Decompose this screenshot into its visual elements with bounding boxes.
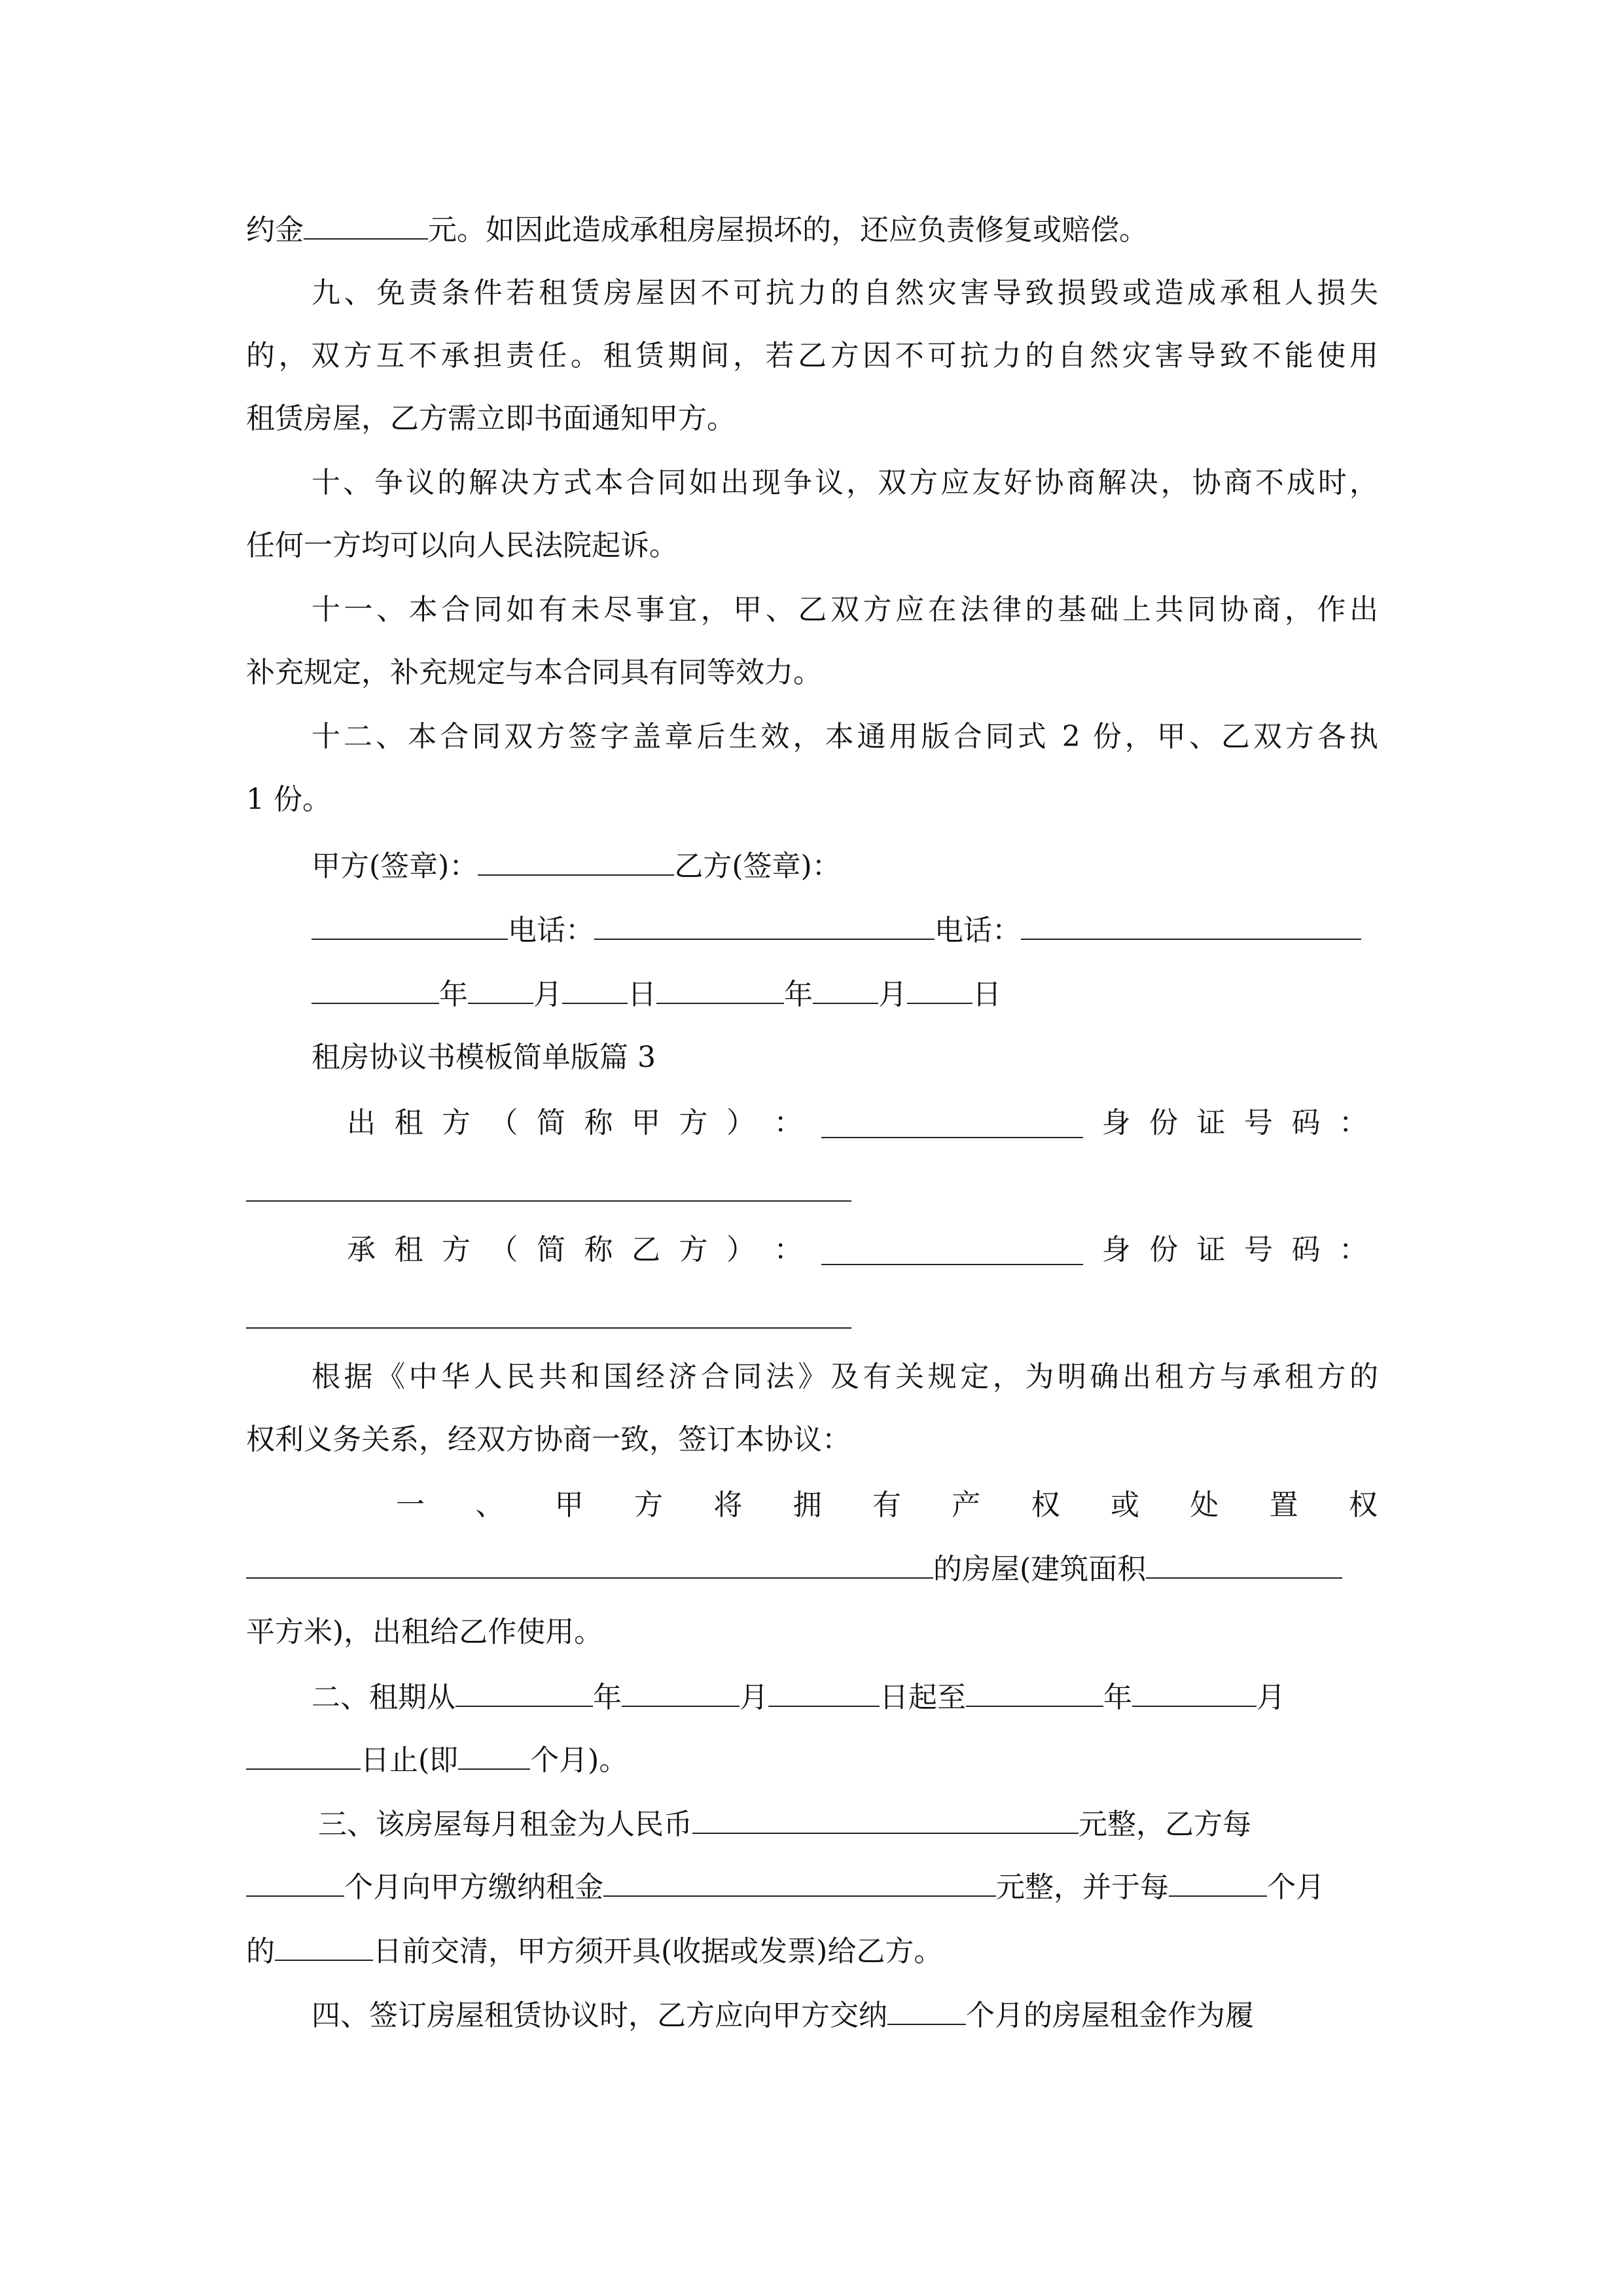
lessee-line [347,1230,1368,1270]
clause-3-line-2 [246,1867,1378,1906]
blank-field [275,1931,373,1961]
text: 甲 [554,1488,584,1522]
text: 将 [713,1488,743,1522]
text: 有 [872,1488,901,1522]
text: 拥 [793,1488,822,1522]
intro-line-1: 根据《中华人民共和国经济合同法》及有关规定，为明确出租方与承租方的 [312,1360,1378,1393]
text: 、 [475,1488,505,1522]
text: （ [489,1233,518,1266]
text: 月 [533,978,562,1011]
text: 出 [347,1106,376,1139]
property-address-blank [246,1549,933,1579]
blank-field [622,1677,740,1707]
text: 元。如因此造成承租房屋损坏的，还应负责修复或赔偿。 [428,213,1148,247]
blank-field [246,1740,361,1770]
text: ） [726,1233,755,1266]
text: 或 [1110,1488,1139,1522]
text: 元整，并于每 [996,1871,1169,1904]
blank-field [468,974,533,1004]
party-a-signature-label: 甲方(签章)： [312,850,478,883]
text: ： [774,1233,803,1266]
text: 约金 [246,213,304,247]
text: 个月 [1267,1871,1325,1904]
text: 年 [593,1681,622,1714]
clause-3-line-1 [318,1804,1378,1843]
lessor-name-blank [821,1108,1083,1138]
text: 租 [394,1106,423,1139]
clause-2-line-1 [312,1677,1378,1716]
blank-field [458,1740,530,1770]
blank-field [246,1867,344,1897]
text: 租 [394,1233,423,1266]
rent-amount-blank [692,1804,1079,1834]
text: 简 [537,1233,565,1266]
blank-field [887,1995,966,2025]
text: 年 [784,978,813,1011]
paragraph-continuation [246,209,1378,249]
article-11-line-1: 十一、本合同如有未尽事宜，甲、乙双方应在法律的基础上共同协商，作出 [312,593,1378,626]
text: 处 [1190,1488,1219,1522]
blank-field [304,209,428,240]
text: 月 [878,978,907,1011]
text: （ [489,1106,518,1139]
blank-field [1169,1867,1267,1897]
text: 年 [439,978,468,1011]
blank-field [907,974,972,1004]
text: 四、签订房屋租赁协议时，乙方应向甲方交纳 [312,1999,887,2032]
lessee-id-blank [246,1327,851,1329]
article-10-line-1: 十、争议的解决方式本合同如出现争议，双方应友好协商解决，协商不成时， [312,466,1378,499]
text: ） [726,1106,755,1139]
phone-label: 电话： [935,914,1021,947]
lessor-id-blank [246,1200,851,1202]
date-line [312,974,1378,1013]
text: 身 [1101,1106,1131,1139]
text: 份 [1149,1233,1178,1266]
text: 年 [1103,1681,1132,1714]
text: 证 [1196,1106,1226,1139]
text: 称 [584,1106,613,1139]
text: 日 [972,978,1001,1011]
blank-field [768,1677,880,1707]
article-9-line-3: 租赁房屋，乙方需立即书面通知甲方。 [246,402,736,435]
text: 个月)。 [530,1744,628,1777]
text: 权 [1031,1488,1060,1522]
article-9-line-2: 的，双方互不承担责任。租赁期间，若乙方因不可抗力的自然灾害导致不能使用 [246,339,1378,372]
text: 日止(即 [361,1744,459,1777]
text: 元整，乙方每 [1079,1808,1251,1841]
article-12-line-1: 十二、本合同双方签字盖章后生效，本通用版合同式 2 份，甲、乙双方各执 [312,720,1378,753]
text: 方 [442,1233,471,1266]
text: 身 [1101,1233,1131,1266]
blank-field [813,974,878,1004]
text: 码 [1291,1106,1321,1139]
party-a-signature-blank [478,846,674,876]
area-blank [1146,1549,1342,1579]
clause-2-line-2 [246,1740,1378,1779]
text: 日 [628,978,656,1011]
text: 一 [396,1488,425,1522]
blank-field [312,910,508,940]
text: 个月的房屋租金作为履 [966,1999,1254,2032]
text: 号 [1244,1106,1273,1139]
article-10-line-2: 任何一方均可以向人民法院起诉。 [246,529,678,562]
lessor-line [347,1103,1368,1143]
blank-field [562,974,628,1004]
article-12-line-2: 1 份。 [246,783,331,816]
text: 份 [1149,1106,1178,1139]
blank-field [1132,1677,1257,1707]
party-b-signature-label: 乙方(签章)： [674,850,841,883]
text: 方 [633,1488,663,1522]
blank-field [603,1867,996,1897]
text: 日前交清，甲方须开具(收据或发票)给乙方。 [373,1935,943,1968]
party-b-phone-blank [1021,910,1361,940]
text: 方 [442,1106,471,1139]
text: 日起至 [880,1681,966,1714]
text: 权 [1348,1488,1378,1522]
signature-line [312,846,1378,885]
lessee-name-blank [821,1235,1083,1265]
text: 证 [1196,1233,1226,1266]
clause-1-line-3: 平方米)，出租给乙作使用。 [246,1615,603,1649]
clause-4-line-1 [312,1995,1378,2034]
clause-1-line-1 [396,1486,1378,1525]
text: ： [1339,1233,1368,1266]
text: 码 [1291,1233,1321,1266]
text: 号 [1244,1233,1273,1266]
blank-field [312,974,439,1004]
text: 月 [1257,1681,1285,1714]
text: 乙 [632,1233,660,1266]
text: ： [774,1106,803,1139]
article-9-line-1: 九、免责条件若租赁房屋因不可抗力的自然灾害导致损毁或造成承租人损失 [312,276,1378,310]
phone-label: 电话： [508,914,594,947]
phone-line [312,910,1378,949]
text: 简 [537,1106,565,1139]
text: 的房屋(建筑面积 [933,1552,1147,1586]
party-a-phone-blank [594,910,935,940]
text: 称 [584,1233,613,1266]
text: 的 [246,1935,275,1968]
text: 三、该房屋每月租金为人民币 [318,1808,692,1841]
section-title: 租房协议书模板简单版篇 3 [312,1041,656,1074]
blank-field [455,1677,593,1707]
text: 二、租期从 [312,1681,455,1714]
intro-line-2: 权利义务关系，经双方协商一致，签订本协议： [246,1423,851,1456]
article-11-line-2: 补充规定，补充规定与本合同具有同等效力。 [246,656,822,689]
text: 方 [679,1233,708,1266]
text: 产 [952,1488,981,1522]
blank-field [656,974,784,1004]
clause-1-line-2 [246,1549,1378,1588]
clause-3-line-3 [246,1931,1378,1970]
text: 置 [1269,1488,1298,1522]
text: ： [1339,1106,1368,1139]
text: 月 [740,1681,768,1714]
text: 甲 [632,1106,660,1139]
text: 方 [679,1106,708,1139]
text: 承 [347,1233,376,1266]
text: 个月向甲方缴纳租金 [344,1871,603,1904]
blank-field [966,1677,1103,1707]
